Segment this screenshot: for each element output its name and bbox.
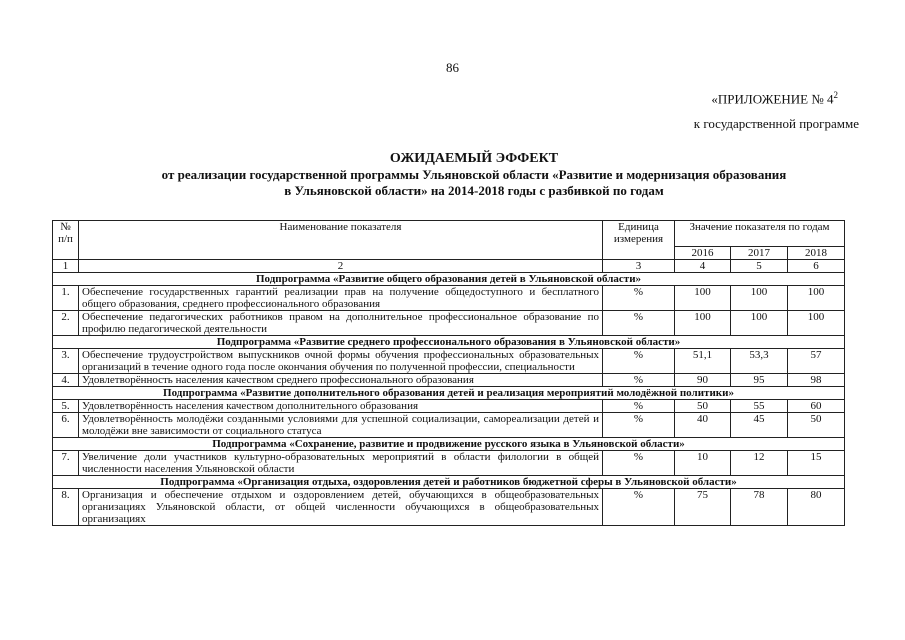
row-number: 6. <box>53 413 79 438</box>
unit-cell: % <box>603 489 675 526</box>
row-number: 3. <box>53 349 79 374</box>
indicators-table <box>52 220 845 526</box>
indicator-name: Обеспечение государственных гарантий реализации прав на получение общедоступного и бесплатного общего образования, среднего профессионального образования <box>79 286 603 311</box>
value-2018: 50 <box>788 413 845 438</box>
indicator-name: Увеличение доли участников культурно-образовательных мероприятий в области филологии в общей численности населения Ульяновской области <box>79 451 603 476</box>
row-number: 2. <box>53 311 79 336</box>
unit-cell: % <box>603 400 675 413</box>
value-2018: 60 <box>788 400 845 413</box>
section-title: Подпрограмма «Развитие дополнительного образования детей и реализация мероприятий молодёжной политики» <box>53 387 845 400</box>
column-number: 4 <box>675 260 731 273</box>
indicator-name: Удовлетворённость населения качеством среднего профессионального образования <box>79 374 603 387</box>
row-number: 4. <box>53 374 79 387</box>
value-2016: 90 <box>675 374 731 387</box>
header-year-2018: 2018 <box>788 247 845 260</box>
value-2018: 98 <box>788 374 845 387</box>
header-unit: Единица измерения <box>603 221 675 260</box>
document-title <box>60 151 888 199</box>
row-number: 7. <box>53 451 79 476</box>
column-number: 3 <box>603 260 675 273</box>
header-year-2017: 2017 <box>731 247 788 260</box>
appendix-text: «ПРИЛОЖЕНИЕ № 4 <box>711 91 834 107</box>
value-2017: 100 <box>731 311 788 336</box>
section-header-row <box>53 336 845 349</box>
table-row <box>53 451 845 476</box>
value-2016: 10 <box>675 451 731 476</box>
value-2017: 95 <box>731 374 788 387</box>
section-header-row <box>53 438 845 451</box>
page-number: 86 <box>446 60 459 75</box>
section-title: Подпрограмма «Развитие общего образования детей в Ульяновской области» <box>53 273 845 286</box>
value-2017: 45 <box>731 413 788 438</box>
header-year-2016: 2016 <box>675 247 731 260</box>
unit-cell: % <box>603 349 675 374</box>
table-row <box>53 349 845 374</box>
value-2016: 100 <box>675 311 731 336</box>
value-2016: 51,1 <box>675 349 731 374</box>
header-num: № п/п <box>53 221 79 260</box>
column-number: 6 <box>788 260 845 273</box>
indicator-name: Организация и обеспечение отдыхом и оздоровлением детей, обучающихся в общеобразовательных организациях Ульяновской области, от общей численности обучающихся в общеобразовательных организациях <box>79 489 603 526</box>
header-values: Значение показателя по годам <box>675 221 845 247</box>
row-number: 1. <box>53 286 79 311</box>
value-2017: 100 <box>731 286 788 311</box>
indicator-name: Обеспечение трудоустройством выпускников очной формы обучения профессиональных образовательных организаций в течение одного года после окончания обучения по полученной профессии, специальности <box>79 349 603 374</box>
indicator-name: Удовлетворённость населения качеством дополнительного образования <box>79 400 603 413</box>
indicator-name: Удовлетворённость молодёжи созданными условиями для успешной социализации, самореализации детей и молодёжи вне зависимости от социального статуса <box>79 413 603 438</box>
table-row <box>53 311 845 336</box>
table-row <box>53 374 845 387</box>
value-2018: 15 <box>788 451 845 476</box>
value-2018: 57 <box>788 349 845 374</box>
section-title: Подпрограмма «Развитие среднего профессионального образования в Ульяновской области» <box>53 336 845 349</box>
header-row <box>53 221 845 247</box>
value-2016: 75 <box>675 489 731 526</box>
value-2018: 80 <box>788 489 845 526</box>
section-header-row <box>53 476 845 489</box>
value-2016: 50 <box>675 400 731 413</box>
unit-cell: % <box>603 286 675 311</box>
title-line-3: в Ульяновской области» на 2014-2018 годы с разбивкой по годам <box>284 183 664 198</box>
value-2017: 12 <box>731 451 788 476</box>
unit-cell: % <box>603 374 675 387</box>
unit-cell: % <box>603 451 675 476</box>
table-row <box>53 489 845 526</box>
indicator-name: Обеспечение педагогических работников правом на дополнительное профессиональное образование по профилю педагогической деятельности <box>79 311 603 336</box>
row-number: 8. <box>53 489 79 526</box>
header-name: Наименование показателя <box>79 221 603 260</box>
appendix-superscript: 2 <box>833 90 838 100</box>
appendix-label <box>711 90 838 107</box>
value-2016: 100 <box>675 286 731 311</box>
section-title: Подпрограмма «Организация отдыха, оздоровления детей и работников бюджетной сферы в Ульяновской области» <box>53 476 845 489</box>
column-number: 1 <box>53 260 79 273</box>
title-main: ОЖИДАЕМЫЙ ЭФФЕКТ <box>389 151 559 166</box>
title-line-2: от реализации государственной программы Ульяновской области «Развитие и модернизация образования <box>161 167 787 182</box>
column-number: 5 <box>731 260 788 273</box>
section-title: Подпрограмма «Сохранение, развитие и продвижение русского языка в Ульяновской области» <box>53 438 845 451</box>
table-row <box>53 286 845 311</box>
unit-cell: % <box>603 311 675 336</box>
value-2018: 100 <box>788 311 845 336</box>
value-2016: 40 <box>675 413 731 438</box>
table-row <box>53 413 845 438</box>
value-2018: 100 <box>788 286 845 311</box>
value-2017: 53,3 <box>731 349 788 374</box>
value-2017: 55 <box>731 400 788 413</box>
column-number-row <box>53 260 845 273</box>
table-row <box>53 400 845 413</box>
section-header-row <box>53 273 845 286</box>
unit-cell: % <box>603 413 675 438</box>
column-number: 2 <box>79 260 603 273</box>
section-header-row <box>53 387 845 400</box>
program-reference: к государственной программе <box>693 116 859 131</box>
value-2017: 78 <box>731 489 788 526</box>
row-number: 5. <box>53 400 79 413</box>
